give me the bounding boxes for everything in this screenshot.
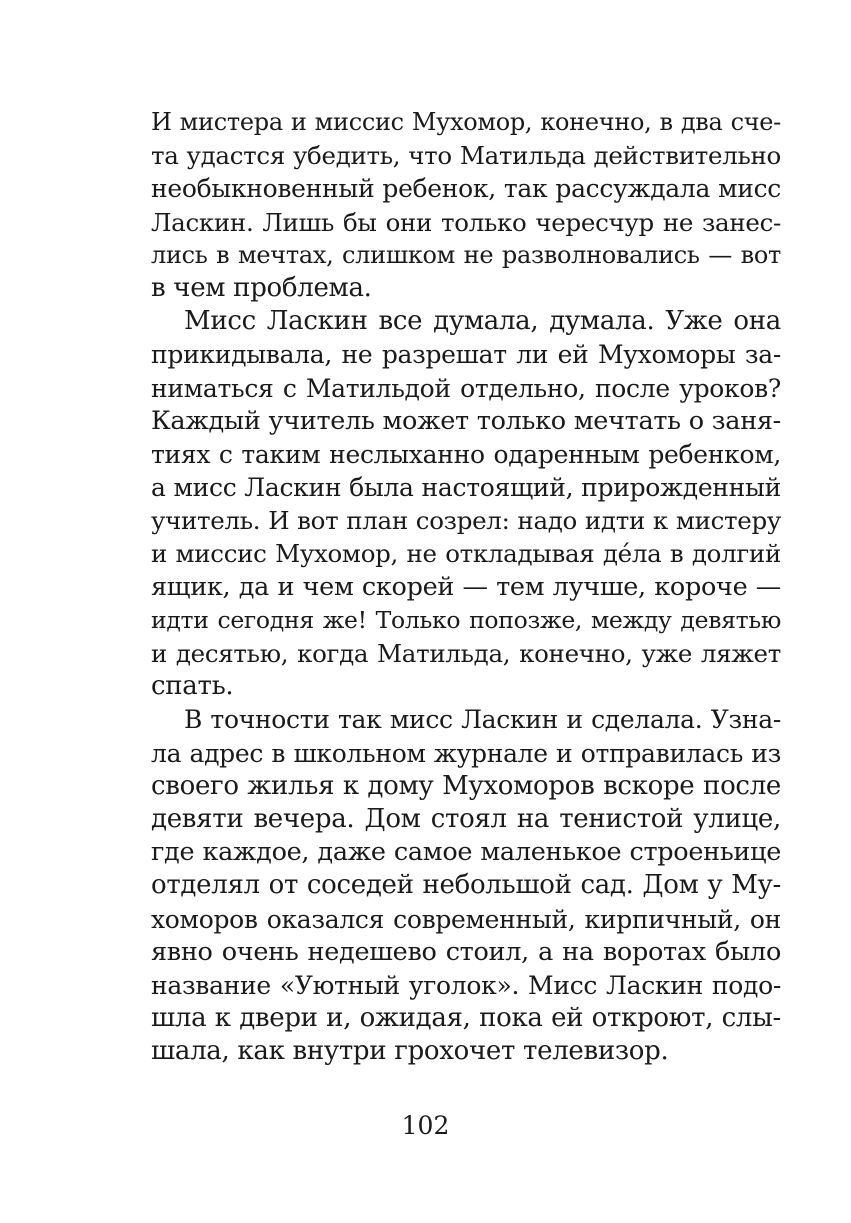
text-line: где каждое, даже самое маленькое строеньице (151, 837, 781, 868)
text-line: Ласкин. Лишь бы они только чересчур не занес- (151, 207, 781, 237)
text-line: своего жилья к дому Мухоморов вскоре после (151, 770, 781, 801)
text-line: лись в мечтах, слишком не разволновались — вот (151, 240, 781, 269)
text-line: в чем проблема. (151, 272, 372, 303)
text-line: хоморов оказался современный, кирпичный, он (151, 904, 781, 934)
text-line: девяти вечера. Дом стоял на тенистой улице, (151, 803, 781, 834)
text-line: ниматься с Матильдой отдельно, после уроков? (151, 373, 781, 403)
text-line: а мисс Ласкин была настоящий, прирожденный (151, 473, 781, 503)
text-line: прикидывала, не разрешат ли ей Мухоморы за- (151, 340, 781, 370)
text-line: ящик, да и чем скорей — тем лучше, короче — (151, 571, 781, 602)
text-line: учитель. И вот план созрел: надо идти к мистеру (151, 506, 781, 536)
text-line: шала, как внутри грохочет телевизор. (151, 1036, 669, 1067)
text-line: В точности так мисс Ласкин и сделала. Узна- (184, 705, 781, 735)
text-line: тиях с таким неслыханно одаренным ребенком, (151, 439, 781, 469)
text-line: и десятью, когда Матильда, конечно, уже ляжет (151, 639, 781, 668)
text-line: шла к двери и, ожидая, пока ей откроют, слы- (151, 1003, 781, 1034)
text-line: И мистера и миссис Мухомор, конечно, в два сче- (151, 108, 781, 136)
text-line: и миссис Мухомор, не откладывая де́ла в долгий (151, 539, 781, 569)
text-line: Мисс Ласкин все думала, думала. Уже она (184, 306, 781, 337)
text-line: спать. (151, 671, 234, 702)
text-line: название «Уютный уголок». Мисс Ласкин подо- (151, 970, 781, 1000)
text-line: явно очень недешево стоил, а на воротах было (151, 936, 781, 967)
text-line: ла адрес в школьном журнале и отправилась из (151, 738, 781, 768)
body-text (151, 106, 781, 1068)
text-line: Каждый учитель может только мечтать о заня- (151, 405, 781, 436)
text-line: та удастся убедить, что Матильда действительно (151, 141, 781, 171)
text-line: отделял от соседей небольшой сад. Дом у Му- (151, 870, 781, 901)
page-number: 102 (401, 1111, 450, 1140)
text-line: необыкновенный ребенок, так рассуждала мисс (151, 174, 781, 204)
text-line: идти сегодня же! Только попозже, между девятью (151, 605, 781, 634)
